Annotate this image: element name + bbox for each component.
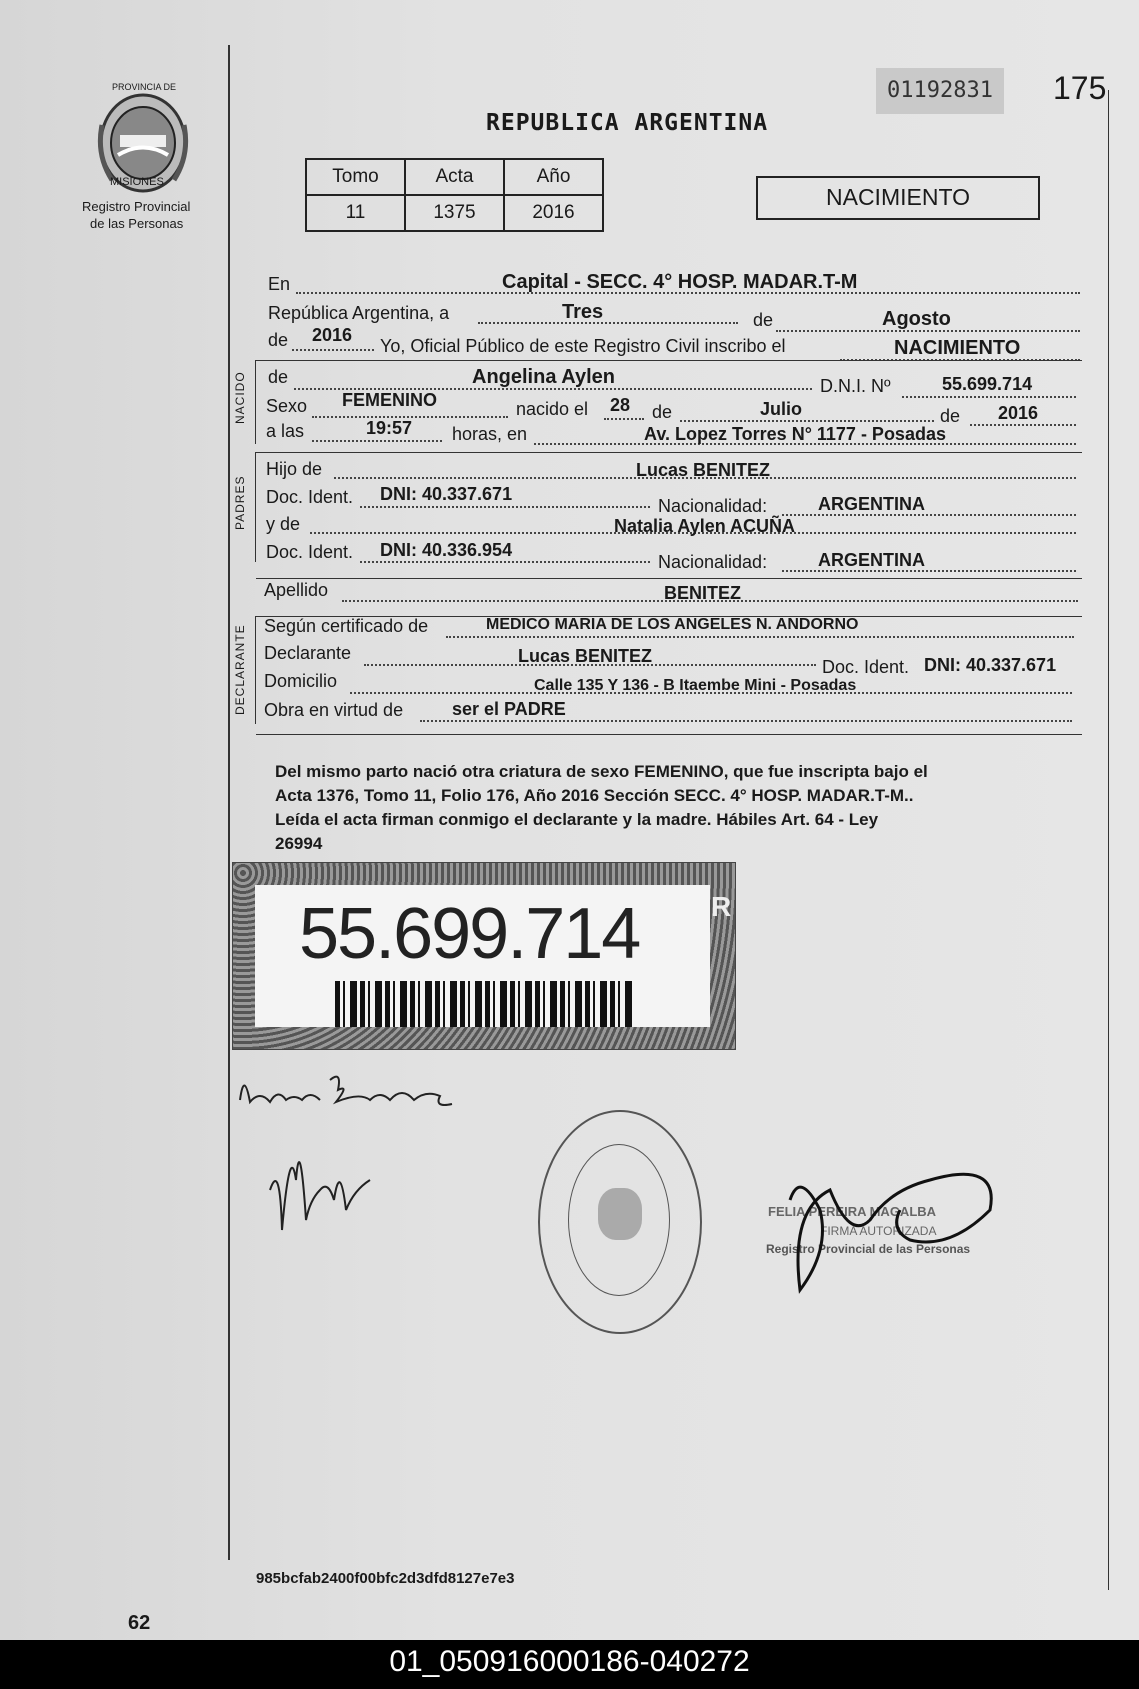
acta-value: 1375 <box>405 195 504 231</box>
dotted-line <box>312 440 442 442</box>
father-name: Lucas BENITEZ <box>636 460 771 480</box>
record-day: Tres <box>562 301 604 323</box>
horas-label: horas, en <box>452 424 528 444</box>
declarant-name: Lucas BENITEZ <box>518 646 653 666</box>
registry-name-2: de las Personas <box>90 216 184 231</box>
official-signature <box>780 1150 1010 1300</box>
dotted-line <box>360 506 650 508</box>
seal-text-bottom: MISIONES <box>110 176 164 188</box>
declarante-label: Declarante <box>264 643 352 663</box>
domicilio-label: Domicilio <box>264 671 338 691</box>
declarant-signature <box>230 1060 470 1120</box>
registry-name-1: Registro Provincial <box>82 199 191 214</box>
section-bracket <box>255 616 256 724</box>
declarant-address: Calle 135 Y 136 - B Itaembe Mini - Posadas <box>534 677 857 694</box>
official-text: Yo, Oficial Público de este Registro Civil inscribo el <box>380 336 786 356</box>
page-number: 175 <box>1053 70 1107 106</box>
dotted-line <box>970 424 1076 426</box>
section-bracket <box>255 452 256 562</box>
mother-signature <box>250 1120 390 1240</box>
de-b-label: de <box>940 406 961 426</box>
document-hash: 985bcfab2400f00bfc2d3dfd8127e7e3 <box>256 1570 515 1587</box>
note-line-4: 26994 <box>275 834 323 853</box>
left-mark: 62 <box>128 1612 151 1634</box>
acta-header: Acta <box>405 159 504 195</box>
barcode-number: 55.699.714 <box>299 894 640 974</box>
tomo-acta-ano-table <box>305 158 604 232</box>
registry-round-seal <box>538 1110 702 1334</box>
dotted-line <box>292 349 374 351</box>
section-bracket <box>255 360 256 444</box>
section-rule <box>256 734 1082 735</box>
note-line-2: Acta 1376, Tomo 11, Folio 176, Año 2016 Sección SECC. 4° HOSP. MADAR.T-M.. <box>275 786 914 805</box>
birth-time: 19:57 <box>366 418 413 438</box>
dni-barcode-sticker <box>232 862 736 1050</box>
corner-letter: R <box>711 891 732 922</box>
mother-nationality: ARGENTINA <box>818 550 925 570</box>
dotted-line <box>478 322 738 324</box>
sexo-label: Sexo <box>266 396 308 416</box>
seal-emblem <box>598 1188 642 1240</box>
hijo-de-label: Hijo de <box>266 459 323 479</box>
apellido-label: Apellido <box>264 580 329 600</box>
country-title: REPUBLICA ARGENTINA <box>486 110 769 136</box>
dotted-line <box>446 636 1074 638</box>
child-name: Angelina Aylen <box>472 366 615 388</box>
de-label-2: de <box>268 330 289 350</box>
y-de-label: y de <box>266 514 301 534</box>
section-rule <box>256 360 1082 361</box>
mother-name: Natalia Aylen ACUÑA <box>614 516 796 536</box>
serial-stamp: 01192831 <box>876 68 1004 114</box>
registry-place: Capital - SECC. 4° HOSP. MADAR.T-M <box>502 271 858 293</box>
birth-address: Av. Lopez Torres N° 1177 - Posadas <box>644 424 946 444</box>
father-nat-label: Nacionalidad: <box>658 496 768 516</box>
dni-label: D.N.I. Nº <box>820 376 891 396</box>
father-nationality: ARGENTINA <box>818 494 925 514</box>
padres-section-label: PADRES <box>233 475 247 530</box>
nacido-section-label: NACIDO <box>233 371 247 424</box>
record-event: NACIMIENTO <box>894 337 1021 359</box>
dotted-line <box>360 561 650 563</box>
apellido-value: BENITEZ <box>664 583 742 603</box>
medical-certificate: MEDICO MARIA DE LOS ANGELES N. ANDORNO <box>486 616 859 633</box>
section-rule <box>256 578 1082 579</box>
alas-label: a las <box>266 421 305 441</box>
en-label: En <box>268 274 291 294</box>
record-month: Agosto <box>882 308 951 330</box>
mother-nat-label: Nacionalidad: <box>658 552 768 572</box>
dotted-line <box>680 420 934 422</box>
tomo-value: 11 <box>306 195 405 231</box>
de-label-1: de <box>753 310 774 330</box>
barcode-label <box>255 885 710 1027</box>
birth-month: Julio <box>760 399 803 419</box>
file-id: 01_050916000186-040272 <box>389 1645 750 1678</box>
child-sex: FEMENINO <box>342 390 438 410</box>
section-rule <box>256 452 1082 453</box>
record-year: 2016 <box>312 325 353 345</box>
obra-label: Obra en virtud de <box>264 700 404 720</box>
official-stamp-line-3: Registro Provincial de las Personas <box>766 1242 971 1256</box>
right-margin-rule <box>1108 90 1109 1590</box>
father-doc: DNI: 40.337.671 <box>380 484 513 504</box>
left-margin-rule <box>228 45 230 1560</box>
obra-value: ser el PADRE <box>452 699 566 719</box>
official-stamp-line-1: FELIA PEREIRA MAGALBA <box>768 1204 937 1219</box>
mother-doc-label: Doc. Ident. <box>266 542 354 562</box>
father-doc-label: Doc. Ident. <box>266 487 354 507</box>
de-name-label: de <box>268 367 289 387</box>
official-stamp-line-2: FIRMA AUTORIZADA <box>820 1224 937 1238</box>
note-line-3: Leída el acta firman conmigo el declarante y la madre. Hábiles Art. 64 - Ley <box>275 810 879 829</box>
note-line-1: Del mismo parto nació otra criatura de sexo FEMENINO, que fue inscripta bajo el <box>275 762 928 781</box>
dotted-line <box>420 720 1072 722</box>
ano-value: 2016 <box>504 195 603 231</box>
declarant-doc-label: Doc. Ident. <box>822 657 910 677</box>
birth-year: 2016 <box>998 403 1039 423</box>
cert-label: Según certificado de <box>264 616 429 636</box>
birth-day: 28 <box>610 395 631 415</box>
record-type: NACIMIENTO <box>826 184 970 210</box>
declarante-section-label: DECLARANTE <box>233 624 247 715</box>
mother-doc: DNI: 40.336.954 <box>380 540 513 560</box>
declarant-doc: DNI: 40.337.671 <box>924 655 1057 675</box>
seal-text-top: PROVINCIA DE <box>112 82 177 92</box>
tomo-header: Tomo <box>306 159 405 195</box>
ano-header: Año <box>504 159 603 195</box>
de-a-label: de <box>652 402 673 422</box>
barcode-bars <box>335 981 635 1027</box>
nacido-el-label: nacido el <box>516 399 589 419</box>
dotted-line <box>902 396 1076 398</box>
child-dni: 55.699.714 <box>942 374 1033 394</box>
dotted-line <box>604 418 644 420</box>
republica-label: República Argentina, a <box>268 303 450 323</box>
